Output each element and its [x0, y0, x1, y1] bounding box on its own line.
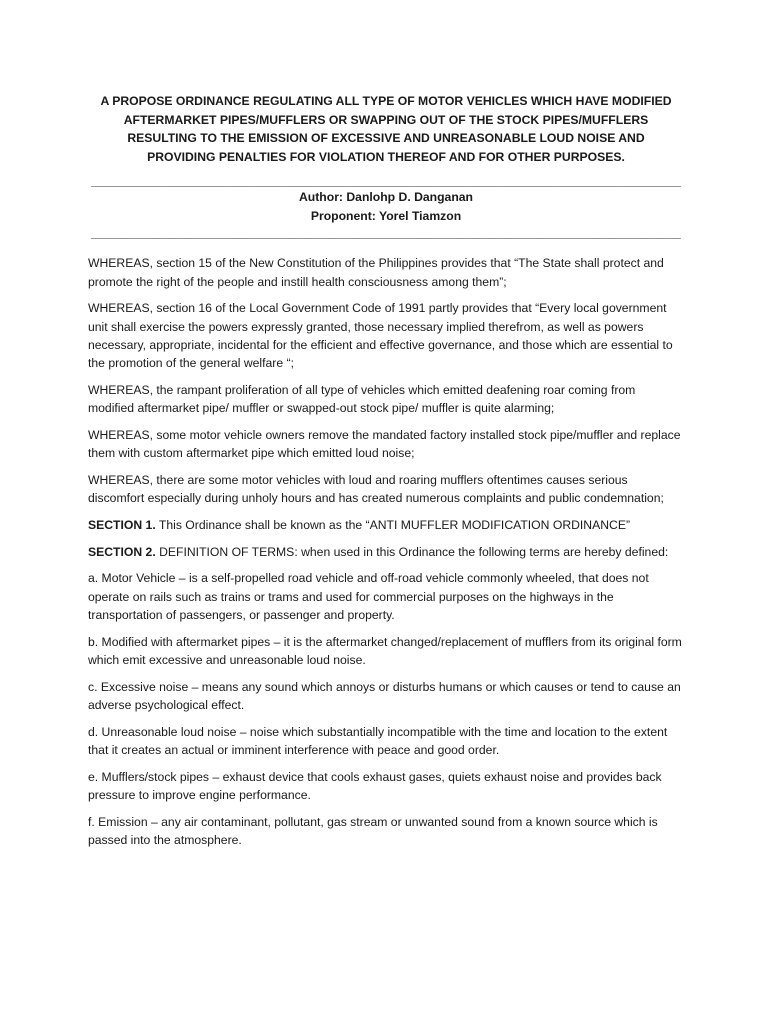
proponent-line: Proponent: Yorel Tiamzon [310, 209, 462, 224]
section-1-text: This Ordinance shall be known as the “ANTI MUFFLER MODIFICATION ORDINANCE” [155, 517, 631, 532]
definition-f: f. Emission – any air contaminant, pollutant, gas stream or unwanted sound from a known source which is passed into the atmosphere. [88, 814, 658, 847]
definition-d: d. Unreasonable loud noise – noise which substantially incompatible with the time and location to the extent that it creates an actual or imminent interference with peace and good order. [88, 724, 668, 757]
whereas-clause-4: WHEREAS, some motor vehicle owners remove the mandated factory installed stock pipe/muffler and replace them with custom aftermarket pipe which emitted loud noise; [88, 427, 681, 460]
ordinance-title: A PROPOSE ORDINANCE REGULATING ALL TYPE OF MOTOR VEHICLES WHICH HAVE MODIFIED AFTERMARKET PIPES/MUFFLERS OR SWAPPING OUT OF THE STOCK PIPES/MUFFLERS RESULTING TO THE EMISSION OF EXCESSIVE AND UNREASONABLE LOUD NOISE AND PROVIDING PENALTIES FOR VIOLATION THEREOF AND FOR OTHER PURPOSES. [100, 94, 672, 164]
section-1 [88, 516, 684, 534]
separator-line-top: _______________________________________________________________________________________ [91, 174, 681, 189]
separator-line-bottom: _______________________________________________________________________________________ [91, 226, 681, 241]
document-page [88, 92, 684, 858]
definition-e: e. Mufflers/stock pipes – exhaust device that cools exhaust gases, quiets exhaust noise and provides back pressure to improve engine performance. [88, 769, 662, 802]
section-2-label: SECTION 2. [88, 544, 156, 559]
whereas-clause-5: WHEREAS, there are some motor vehicles with loud and roaring mufflers oftentimes causes serious discomfort especially during unholy hours and has created numerous complaints and public condemnation; [88, 472, 664, 505]
author-line: Author: Danlohp D. Danganan [299, 190, 473, 205]
section-2 [88, 543, 684, 561]
whereas-clause-1: WHEREAS, section 15 of the New Constitution of the Philippines provides that “The State shall protect and promote the right of the people and instill health consciousness among them”; [88, 256, 664, 289]
definition-a: a. Motor Vehicle – is a self-propelled road vehicle and off-road vehicle commonly wheeled, that does not operate on rails such as trains or trams and used for commercial purposes on the highways in the transportation of passengers, or passenger and property. [88, 571, 649, 622]
section-1-label: SECTION 1. [88, 517, 156, 532]
definition-b: b. Modified with aftermarket pipes – it is the aftermarket changed/replacement of mufflers from its original form which emit excessive and unreasonable loud noise. [88, 634, 682, 667]
section-2-text: DEFINITION OF TERMS: when used in this Ordinance the following terms are hereby defined: [155, 544, 669, 559]
whereas-clause-2: WHEREAS, section 16 of the Local Government Code of 1991 partly provides that “Every local government unit shall exercise the powers expressly granted, those necessary implied therefrom, as well as powers necessary, appropriate, incidental for the efficient and effective governance, and those which are essential to the promotion of the general welfare “; [88, 301, 673, 370]
whereas-clause-3: WHEREAS, the rampant proliferation of all type of vehicles which emitted deafening roar coming from modified aftermarket pipe/ muffler or swapped-out stock pipe/ muffler is quite alarming; [88, 382, 636, 415]
definition-c: c. Excessive noise – means any sound which annoys or disturbs humans or which causes or tend to cause an adverse psychological effect. [88, 679, 681, 712]
